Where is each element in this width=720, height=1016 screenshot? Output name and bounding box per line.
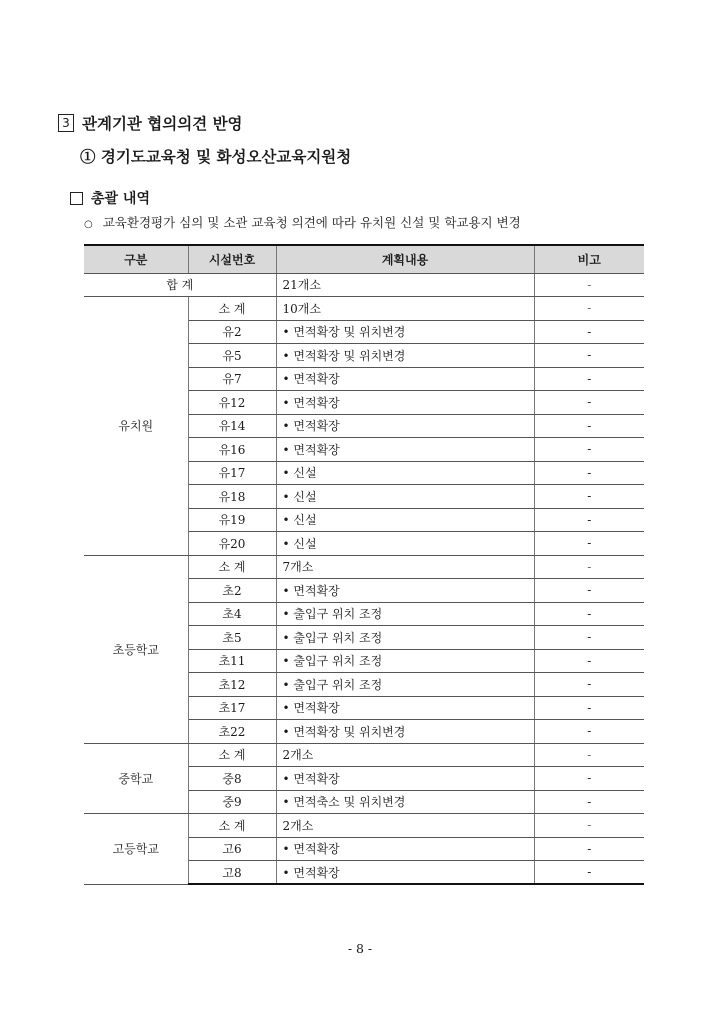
total-row <box>84 273 644 297</box>
subtotal-row <box>84 814 644 838</box>
note: - <box>534 367 644 391</box>
table-header-row <box>84 245 644 273</box>
note: - <box>534 438 644 462</box>
facility-code: 초12 <box>188 673 276 697</box>
plan-content: • 면적확장 <box>276 837 534 861</box>
plan-content: • 면적확장 및 위치변경 <box>276 320 534 344</box>
subtotal-row <box>84 743 644 767</box>
plan-content: • 신설 <box>276 461 534 485</box>
facility-code: 유17 <box>188 461 276 485</box>
page-number: - 8 - <box>347 941 373 956</box>
note: - <box>534 414 644 438</box>
note: - <box>534 461 644 485</box>
note: - <box>534 790 644 814</box>
subtotal-content: 2개소 <box>276 814 534 838</box>
plan-table <box>84 244 644 885</box>
section-number: 3 <box>58 114 74 132</box>
subtotal-note: - <box>534 555 644 579</box>
header-facility-code: 시설번호 <box>188 245 276 273</box>
category-cell: 유치원 <box>84 297 188 556</box>
facility-code: 유20 <box>188 532 276 556</box>
total-label: 합 계 <box>84 273 276 297</box>
summary-bullet-text: 교육환경평가 심의 및 소관 교육청 의견에 따라 유치원 신설 및 학교용지 변경 <box>102 215 521 230</box>
note: - <box>534 579 644 603</box>
facility-code: 초22 <box>188 720 276 744</box>
subsection-title: ① 경기도교육청 및 화성오산교육지원청 <box>80 147 352 166</box>
note: - <box>534 344 644 368</box>
facility-code: 유14 <box>188 414 276 438</box>
header-note: 비고 <box>534 245 644 273</box>
subtotal-row <box>84 555 644 579</box>
subtotal-label: 소 계 <box>188 555 276 579</box>
note: - <box>534 767 644 791</box>
facility-code: 초17 <box>188 696 276 720</box>
plan-content: • 면적확장 <box>276 391 534 415</box>
note: - <box>534 391 644 415</box>
subtotal-note: - <box>534 814 644 838</box>
note: - <box>534 320 644 344</box>
plan-content: • 출입구 위치 조정 <box>276 602 534 626</box>
subtotal-row <box>84 297 644 321</box>
note: - <box>534 837 644 861</box>
summary-bullet <box>84 213 521 231</box>
facility-code: 고6 <box>188 837 276 861</box>
section-title-text: 관계기관 협의의견 반영 <box>82 114 243 133</box>
note: - <box>534 696 644 720</box>
plan-content: • 면적확장 및 위치변경 <box>276 344 534 368</box>
summary-heading <box>70 188 150 208</box>
total-note: - <box>534 273 644 297</box>
note: - <box>534 861 644 885</box>
note: - <box>534 602 644 626</box>
plan-content: • 면적확장 <box>276 414 534 438</box>
facility-code: 유5 <box>188 344 276 368</box>
subtotal-label: 소 계 <box>188 743 276 767</box>
facility-code: 유12 <box>188 391 276 415</box>
header-category: 구분 <box>84 245 188 273</box>
note: - <box>534 673 644 697</box>
note: - <box>534 532 644 556</box>
plan-content: • 출입구 위치 조정 <box>276 673 534 697</box>
subtotal-label: 소 계 <box>188 297 276 321</box>
subtotal-label: 소 계 <box>188 814 276 838</box>
subtotal-content: 10개소 <box>276 297 534 321</box>
facility-code: 유18 <box>188 485 276 509</box>
facility-code: 고8 <box>188 861 276 885</box>
plan-content: • 신설 <box>276 485 534 509</box>
total-content: 21개소 <box>276 273 534 297</box>
square-bullet-icon <box>70 192 83 205</box>
facility-code: 유19 <box>188 508 276 532</box>
subtotal-content: 2개소 <box>276 743 534 767</box>
subtotal-note: - <box>534 743 644 767</box>
plan-content: • 면적확장 <box>276 367 534 391</box>
category-cell: 고등학교 <box>84 814 188 885</box>
plan-content: • 면적확장 <box>276 696 534 720</box>
plan-content: • 면적확장 <box>276 579 534 603</box>
facility-code: 초5 <box>188 626 276 650</box>
plan-content: • 면적축소 및 위치변경 <box>276 790 534 814</box>
circle-bullet-icon: ○ <box>84 219 93 230</box>
note: - <box>534 508 644 532</box>
facility-code: 초11 <box>188 649 276 673</box>
plan-content: • 면적확장 <box>276 438 534 462</box>
note: - <box>534 649 644 673</box>
plan-content: • 면적확장 및 위치변경 <box>276 720 534 744</box>
plan-content: • 면적확장 <box>276 767 534 791</box>
facility-code: 유7 <box>188 367 276 391</box>
subtotal-note: - <box>534 297 644 321</box>
note: - <box>534 720 644 744</box>
plan-content: • 신설 <box>276 532 534 556</box>
plan-content: • 출입구 위치 조정 <box>276 626 534 650</box>
facility-code: 중8 <box>188 767 276 791</box>
note: - <box>534 626 644 650</box>
plan-content: • 신설 <box>276 508 534 532</box>
category-cell: 초등학교 <box>84 555 188 743</box>
plan-content: • 면적확장 <box>276 861 534 885</box>
subtotal-content: 7개소 <box>276 555 534 579</box>
summary-heading-text: 총괄 내역 <box>91 191 150 207</box>
facility-code: 유16 <box>188 438 276 462</box>
note: - <box>534 485 644 509</box>
facility-code: 중9 <box>188 790 276 814</box>
facility-code: 초2 <box>188 579 276 603</box>
section-title <box>58 112 243 134</box>
header-plan-content: 계획내용 <box>276 245 534 273</box>
facility-code: 유2 <box>188 320 276 344</box>
facility-code: 초4 <box>188 602 276 626</box>
category-cell: 중학교 <box>84 743 188 814</box>
plan-content: • 출입구 위치 조정 <box>276 649 534 673</box>
